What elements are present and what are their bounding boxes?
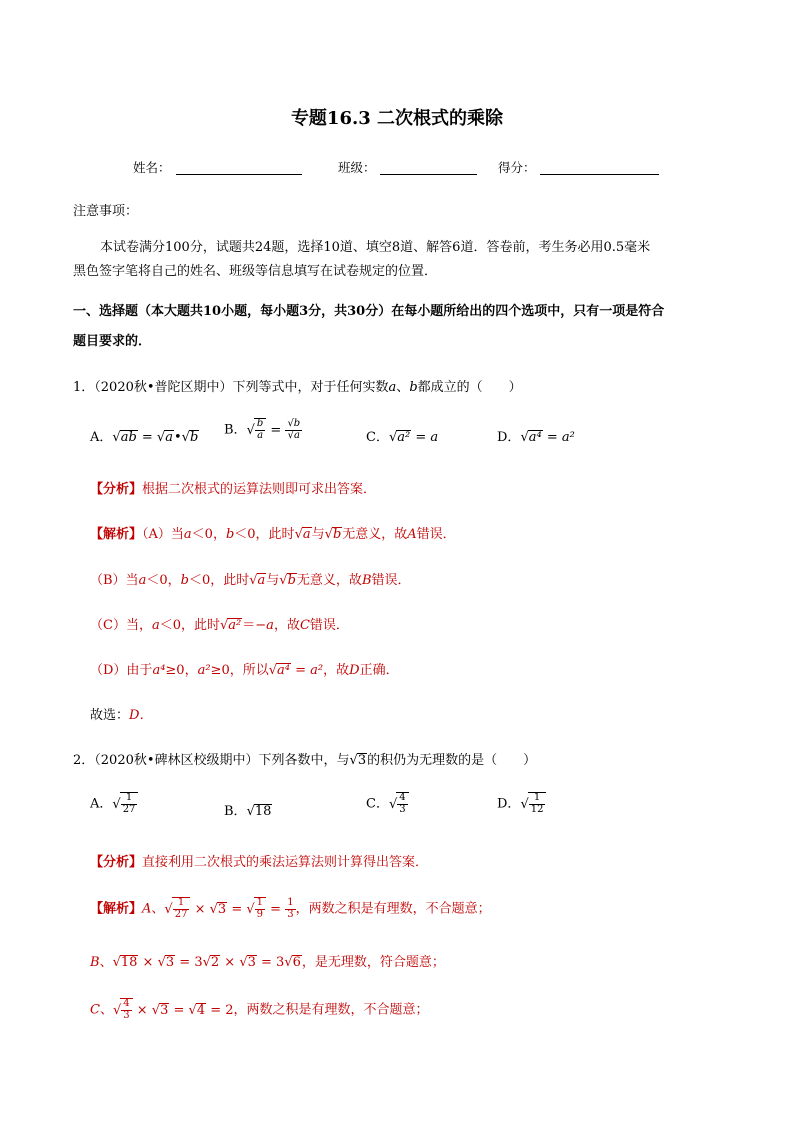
- notice-line-2: 黑色签字笔将自己的姓名、班级等信息填写在试卷规定的位置．: [73, 264, 438, 279]
- name-label: 姓名：: [133, 160, 171, 175]
- q2-solution-b: B、√18 × √3 = 3√2 × √3 = 3√6，是无理数，符合题意；: [90, 955, 445, 970]
- q2-solution-c: C、√ $\frac{4}{3}$ × √3 = √4 = 2，两数之积是有理数，不合题意；: [90, 998, 429, 1021]
- q2-option-d[interactable]: D．√ $\frac{1}{12}$: [497, 792, 546, 815]
- q2-analysis: 【分析】直接利用二次根式的乘法运算法则计算得出答案．: [90, 855, 429, 870]
- q1-solution-b: （B）当a＜0，b＜0，此时√a与√b无意义，故B错误．: [90, 573, 411, 588]
- q1-solution-c: （C）当，a＜0，此时√a²＝−a，故C错误．: [90, 618, 349, 633]
- notice-heading: 注意事项：: [73, 204, 139, 219]
- q2-option-c[interactable]: C．√ $\frac{4}{3}$: [366, 792, 409, 815]
- q1-option-b[interactable]: B．√ $\frac{b}{a}$ = $\frac{√b}{√a}$: [224, 418, 301, 441]
- score-label: 得分：: [498, 160, 536, 175]
- q1-solution-a: 【解析】（A）当a＜0，b＜0，此时√a与√b无意义，故A错误．: [90, 527, 456, 542]
- q1-option-c[interactable]: C．√a² = a: [366, 430, 439, 445]
- q1-answer: 故选：D．: [90, 708, 153, 723]
- class-label: 班级：: [338, 160, 376, 175]
- q2-solution-a: 【解析】A、√ $\frac{1}{27}$ × √3 = √ $\frac{1}{9}$ = $\frac{1}{3}$ ，两数之积是有理数，不合题意；: [90, 897, 491, 920]
- question-1-stem: 1．（2020秋•普陀区期中）下列等式中，对于任何实数a、b都成立的（ ）: [73, 380, 522, 395]
- page-title: 专题16.3 二次根式的乘除: [290, 108, 504, 129]
- q1-solution-d: （D）由于a⁴≥0，a²≥0，所以√a⁴ = a²，故D正确．: [90, 663, 399, 678]
- q1-option-a[interactable]: A．√ab = √a•√b: [90, 430, 199, 445]
- q1-analysis: 【分析】根据二次根式的运算法则即可求出答案．: [90, 482, 377, 497]
- class-blank[interactable]: [380, 174, 477, 175]
- question-2-stem: 2．（2020秋•碑林区校级期中）下列各数中，与√3的积仍为无理数的是（ ）: [73, 753, 537, 768]
- q2-option-b[interactable]: B．√18: [224, 804, 272, 819]
- q2-option-a[interactable]: A．√ $\frac{1}{27}$: [90, 792, 138, 815]
- section-heading: 一、选择题（本大题共10小题，每小题3分，共30分）在每小题所给出的四个选项中，只有一项是符合: [73, 304, 665, 319]
- q1-option-d[interactable]: D．√a⁴ = a²: [497, 430, 575, 445]
- notice-line-1: 本试卷满分100分，试题共24题，选择10道、填空8道、解答6道．答卷前，考生务必用0.5毫米: [100, 240, 651, 255]
- score-blank[interactable]: [540, 174, 659, 175]
- name-blank[interactable]: [176, 174, 302, 175]
- section-heading-cont: 题目要求的．: [73, 334, 152, 349]
